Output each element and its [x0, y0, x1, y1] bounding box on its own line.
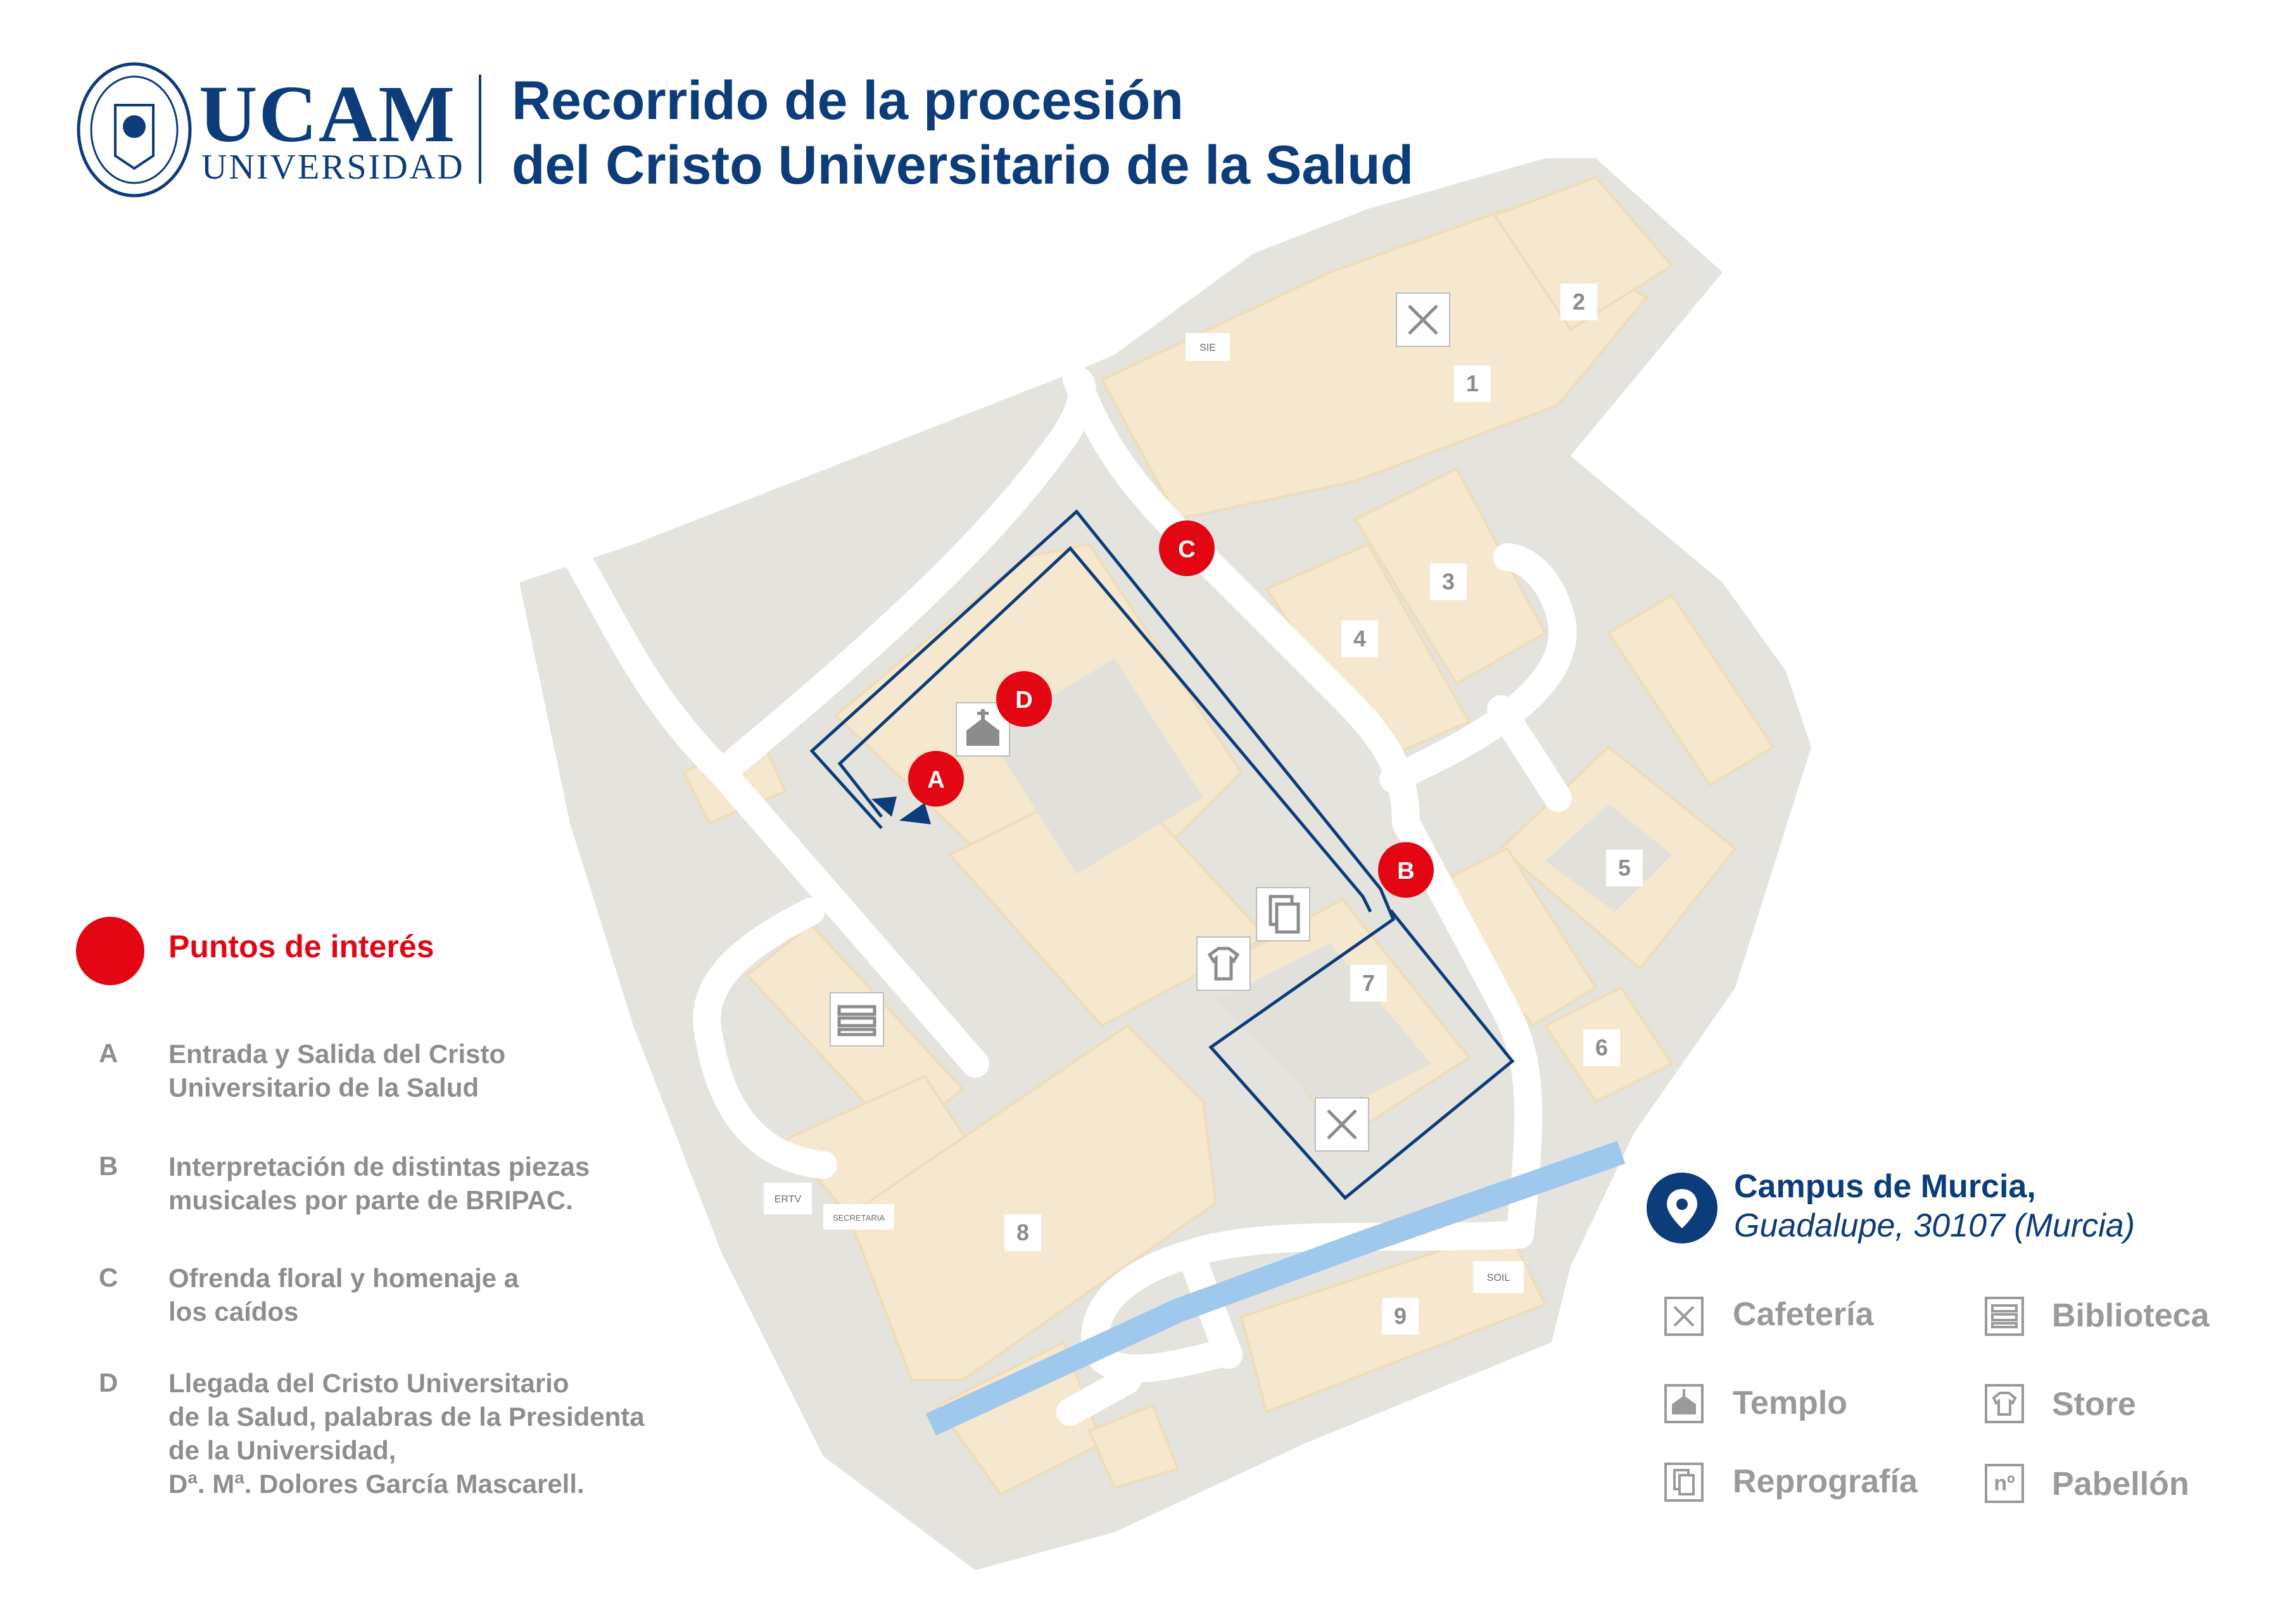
- reprography-icon: [1664, 1463, 1704, 1502]
- pavilion-number: 2: [1572, 289, 1586, 315]
- route-point-label: D: [1015, 687, 1033, 714]
- points-of-interest-dot-icon: [76, 917, 144, 985]
- key-label-store: Store: [2052, 1386, 2136, 1423]
- poi-letter: C: [99, 1262, 118, 1292]
- poi-text: Llegada del Cristo Universitario de la Salud, palabras de la Presidenta de la Universidad, Dª. Mª. Dolores García Mascarell.: [168, 1368, 645, 1499]
- poi-letter: D: [99, 1368, 118, 1397]
- university-seal-icon: [75, 61, 194, 199]
- library-icon: [1985, 1297, 2024, 1336]
- reprography-icon[interactable]: [1256, 888, 1310, 941]
- route-point-label: B: [1397, 858, 1415, 884]
- pavilion-number: 3: [1441, 569, 1455, 595]
- campus-address: Guadalupe, 30107 (Murcia): [1734, 1207, 2135, 1244]
- pavilion-number: 1: [1465, 370, 1479, 396]
- key-label-reprografia: Reprografía: [1733, 1463, 1918, 1500]
- store-icon: [1985, 1384, 2024, 1423]
- points-of-interest-title: Puntos de interés: [168, 929, 434, 964]
- header-divider: [479, 75, 481, 184]
- pavilion-number: 6: [1595, 1035, 1609, 1061]
- pavilion-number: 5: [1617, 855, 1631, 881]
- page-title: [512, 68, 1414, 198]
- cafeteria-icon: [1664, 1297, 1704, 1336]
- poi-letter: A: [99, 1038, 118, 1068]
- poi-letter: B: [99, 1151, 118, 1181]
- page-title-line-1: Recorrido de la procesión: [512, 70, 1184, 131]
- logo-ucam-text: UCAM: [199, 69, 457, 159]
- pavilion-number-icon: nº: [1985, 1464, 2024, 1503]
- pavilion-number: 9: [1393, 1303, 1407, 1329]
- key-label-cafeteria: Cafetería: [1733, 1296, 1874, 1333]
- key-label-templo: Templo: [1733, 1385, 1848, 1421]
- logo-universidad-text: UNIVERSIDAD: [201, 148, 465, 187]
- pavilion-number: 4: [1353, 626, 1367, 651]
- area-label: SECRETARIA: [832, 1213, 885, 1223]
- route-point-label: C: [1178, 536, 1196, 563]
- page-title-line-2: del Cristo Universitario de la Salud: [512, 135, 1414, 196]
- key-label-biblioteca: Biblioteca: [2052, 1297, 2210, 1334]
- campus-name: Campus de Murcia,: [1734, 1168, 2036, 1205]
- poi-text: Ofrenda floral y homenaje a los caídos: [168, 1263, 519, 1326]
- poi-text: Interpretación de distintas piezas musicales por parte de BRIPAC.: [168, 1152, 590, 1215]
- temple-icon: [1664, 1384, 1704, 1423]
- poi-text: Entrada y Salida del Cristo Universitario de la Salud: [168, 1039, 506, 1102]
- pavilion-number: 8: [1016, 1219, 1030, 1245]
- location-pin-icon: [1647, 1173, 1717, 1243]
- ucam-logo[interactable]: [75, 61, 465, 199]
- key-label-pabellon: Pabellón: [2052, 1466, 2189, 1502]
- library-icon[interactable]: [830, 993, 883, 1046]
- area-label: ERTV: [774, 1194, 802, 1205]
- pavilion-number: 7: [1362, 970, 1376, 996]
- area-label: SOIL: [1486, 1273, 1510, 1283]
- cafeteria-icon[interactable]: [1396, 293, 1450, 346]
- area-label: SIE: [1199, 343, 1216, 353]
- store-icon[interactable]: [1197, 937, 1250, 990]
- route-point-label: A: [927, 767, 945, 793]
- cafeteria-icon[interactable]: [1315, 1098, 1369, 1151]
